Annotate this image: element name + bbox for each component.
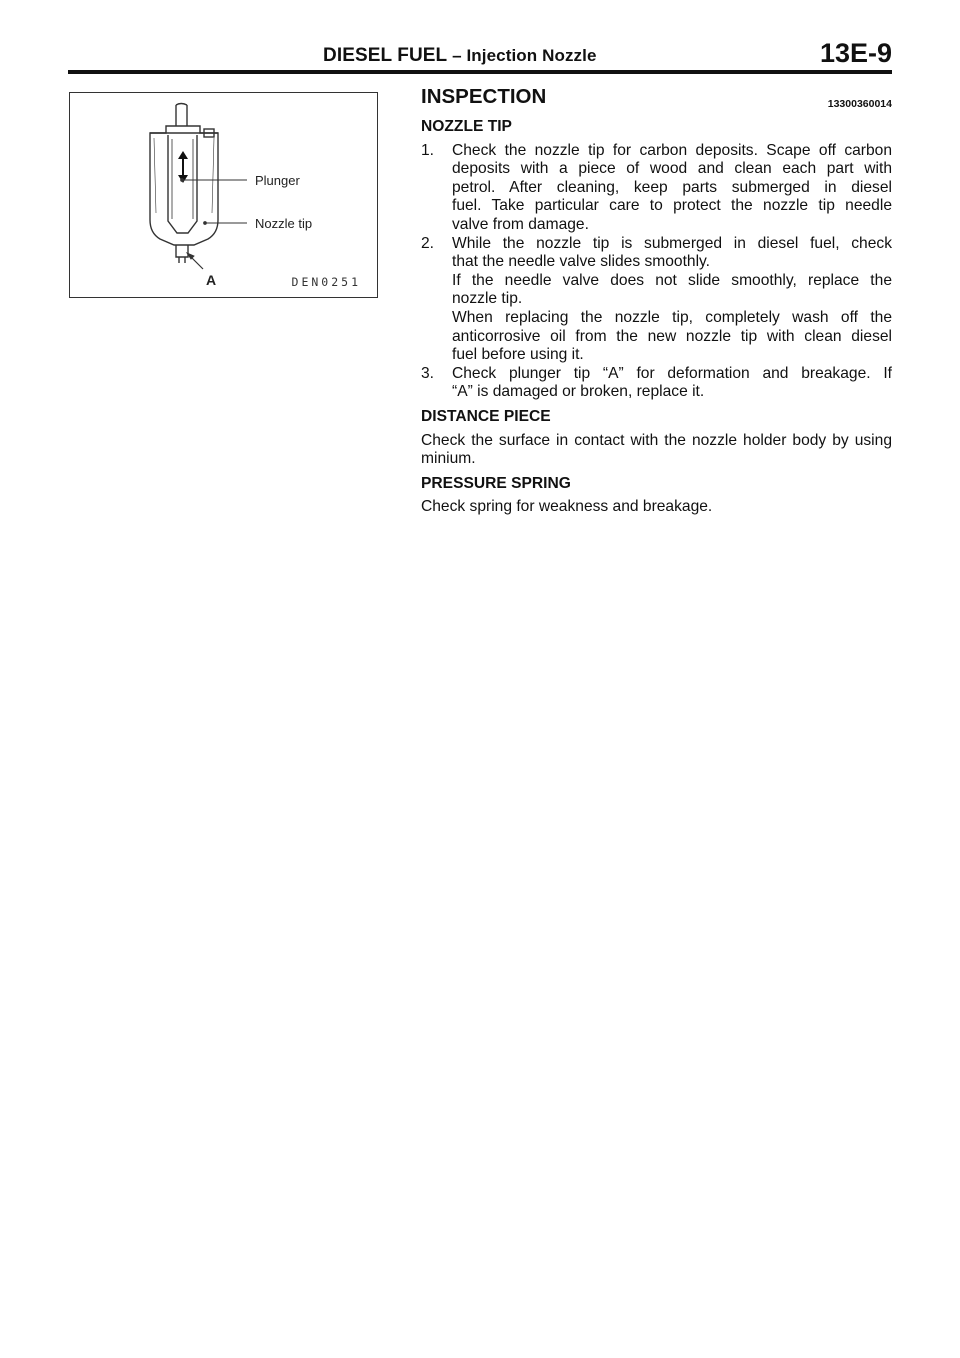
step-number: 2.: [421, 234, 435, 252]
page-number: 13E-9: [819, 38, 892, 68]
tip-end: [179, 257, 185, 263]
label-plunger: Plunger: [255, 173, 300, 188]
step-line: Check plunger tip “A” for deformation and breakage. If: [452, 364, 892, 382]
step-number: 3.: [421, 364, 435, 382]
heading-nozzle-tip: NOZZLE TIP: [421, 118, 512, 135]
up-down-arrow-icon: [178, 151, 188, 183]
step-line: fuel. Take particular care to protect the nozzle tip needle: [452, 197, 892, 215]
section-title: [421, 85, 892, 112]
heading-pressure-spring: PRESSURE SPRING: [421, 474, 571, 492]
header-dash: –: [447, 46, 467, 65]
label-a: A: [206, 272, 217, 288]
header-section: DIESEL FUEL: [323, 45, 448, 66]
nozzle-body: [150, 133, 218, 245]
page-header-title: [323, 45, 597, 67]
nozzle-diagram: [69, 92, 378, 298]
nozzle-stem: [176, 105, 187, 126]
step-line: petrol. After cleaning, keep parts submerged in diesel: [452, 178, 892, 196]
step-line: fuel before using it.: [452, 346, 584, 364]
step-line: valve from damage.: [452, 215, 589, 233]
heading-distance-piece: DISTANCE PIECE: [421, 407, 551, 425]
nozzle-stem-top: [176, 104, 187, 106]
content-column: [421, 85, 892, 523]
step-line: that the needle valve slides smoothly.: [452, 253, 711, 271]
step-3: [421, 365, 892, 402]
nozzle-tip-leader-dot: [204, 222, 207, 225]
step-2: [421, 235, 892, 365]
step-line: While the nozzle tip is submerged in diesel fuel, check: [452, 234, 892, 252]
nozzle-drawing: [70, 93, 379, 299]
step-line: deposits with a piece of wood and clean each part with: [452, 160, 892, 178]
step-line: When replacing the nozzle tip, completely wash off the: [452, 308, 892, 326]
pressure-spring-text: Check spring for weakness and breakage.: [421, 498, 713, 516]
section-code: 13300360014: [827, 98, 892, 110]
distance-piece-text: Check the surface in contact with the nozzle holder body by using minium.: [421, 431, 892, 468]
step-line: Check the nozzle tip for carbon deposits. Scape off carbon: [452, 141, 892, 159]
plunger-leader-dot: [181, 179, 184, 182]
step-1: [421, 142, 892, 235]
step-line: “A” is damaged or broken, replace it.: [452, 383, 705, 401]
header-subsection: Injection Nozzle: [466, 46, 597, 65]
label-nozzle-tip: Nozzle tip: [255, 216, 313, 231]
plunger-tip: [176, 245, 188, 257]
step-number: 1.: [421, 141, 435, 159]
step-line: nozzle tip.: [452, 290, 523, 308]
step-line: anticorrosive oil from the new nozzle tip with clean diesel: [452, 327, 892, 345]
section-title-text: INSPECTION: [421, 85, 547, 108]
figure-code: DEN0251: [291, 275, 361, 289]
header-divider: [68, 70, 892, 74]
step-line: If the needle valve does not slide smoothly, replace the: [452, 271, 892, 289]
